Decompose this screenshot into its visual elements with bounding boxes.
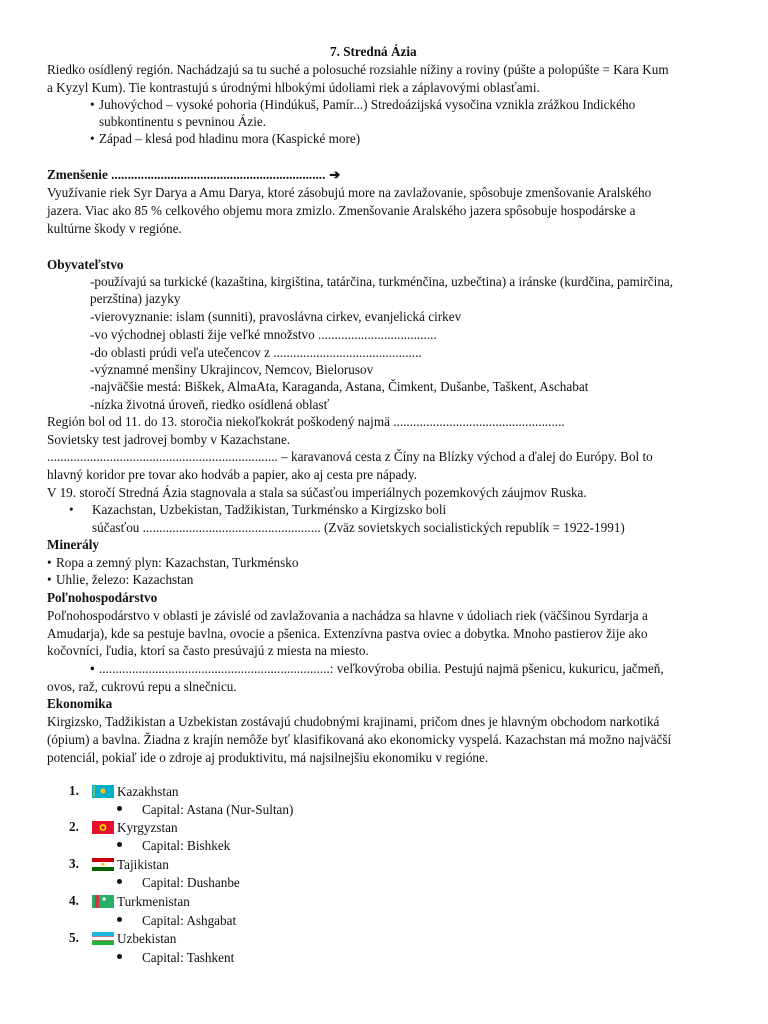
polnohospodarstvo-heading: Poľnohospodárstvo [47,590,158,605]
history-line-4: hlavný koridor pre tovar ako hodváb a papier, ako aj cesta pre nápady. [47,467,417,482]
bullet-dot-icon [117,842,122,847]
list-item-kazakhstan: Kazakhstan [92,783,179,801]
bullet-dot-icon [117,879,122,884]
polnohospodarstvo-line-3: kočovníci, ľudia, ktorí sa často presúvajú z miesta na miesto. [47,643,369,658]
bullet-dot-icon [117,806,122,811]
capital-item: Capital: Dushanbe [117,874,240,892]
intro-line-2: a Kyzyl Kum). Tie kontrastujú s úrodnými hlbokými údoliami riek a záplavovými oblasťami. [47,80,540,95]
arrow-right-icon: ➔ [329,167,341,182]
flag-tajikistan-icon [92,858,114,871]
mineraly-item: • Uhlie, železo: Kazachstan [47,572,194,587]
polnohospodarstvo-bullet: • ......................................................................: veľkovýroba obilia. Pestujú najmä pšenicu, kukuricu, jačmeň, [90,661,664,676]
mineraly-heading: Minerály [47,537,100,552]
flag-kazakhstan-icon [92,785,114,798]
ekonomika-heading: Ekonomika [47,696,113,711]
list-item-tajikistan: Tajikistan [92,856,169,874]
intro-line-1: Riedko osídlený región. Nachádzajú sa tu suché a polosuché rozsiahle nížiny a roviny (púšte a polopúšte = Kara Kum [47,62,669,77]
mineraly-item: • Ropa a zemný plyn: Kazachstan, Turkménsko [47,555,299,570]
history-line-2: Sovietsky test jadrovej bomby v Kazachstane. [47,432,291,447]
flag-uzbekistan-icon [92,932,114,945]
polnohospodarstvo-bullet-cont: ovos, raž, cukrovú repu a slnečnicu. [47,679,237,694]
obyvatelstvo-item: perzština) jazyky [90,291,181,306]
list-number: 2. [69,819,79,834]
list-number: 4. [69,893,79,908]
document-title: 7. Stredná Ázia [330,44,417,59]
obyvatelstvo-item: -používajú sa turkické (kazaština, kirgiština, tatárčina, turkménčina, uzbečtina) a iránske (kurdčina, pamirčina, [90,274,674,289]
obyvatelstvo-heading: Obyvateľstvo [47,257,124,272]
obyvatelstvo-item: -významné menšiny Ukrajincov, Nemcov, Bielorusov [90,362,374,377]
flag-kyrgyzstan-icon [92,821,114,834]
history-line-5: V 19. storočí Stredná Ázia stagnovala a stala sa súčasťou imperiálnych pozemkových záujmov Ruska. [47,485,587,500]
list-item-uzbekistan: Uzbekistan [92,930,176,948]
obyvatelstvo-item: -vo východnej oblasti žije veľké množstvo .................................... [90,327,437,342]
obyvatelstvo-item: -nízka životná úroveň, riedko osídlená oblasť [90,397,330,412]
list-number: 3. [69,856,79,871]
intro-bullet-1-cont: subkontinentu s pevninou Ázie. [99,114,267,129]
bullet-dot-icon [117,917,122,922]
polnohospodarstvo-line-1: Poľnohospodárstvo v oblasti je závislé od zavlažovania a nachádza sa hlavne v údoliach riek (väčšinou Syrdarja a [47,608,648,623]
bullet-dot-icon [117,954,122,959]
capital-item: Capital: Bishkek [117,837,230,855]
capital-item: Capital: Ashgabat [117,912,236,930]
history-line-1: Región bol od 11. do 13. storočia niekoľkokrát poškodený najmä .................................................... [47,414,565,429]
obyvatelstvo-item: -do oblasti prúdi veľa utečencov z ............................................. [90,345,422,360]
obyvatelstvo-item: -vierovyznanie: islam (sunniti), pravoslávna cirkev, evanjelická cirkev [90,309,462,324]
history-line-3: ...................................................................... – karavanová cesta z Číny na Blízky východ a ďalej do Európy. Bol to [47,449,653,464]
ekonomika-line-2: (ópium) a bavlna. Žiadna z krajín nemôže byť klasifikovaná ako ekonomicky vyspelá. Kazachstan má možno najväčší [47,732,672,747]
zmensenie-line-2: jazera. Viac ako 85 % celkového objemu mora zmizlo. Zmenšovanie Aralského jazera spôsobuje hospodárske a [47,203,636,218]
list-item-turkmenistan: Turkmenistan [92,893,190,911]
ussr-bullet: • Kazachstan, Uzbekistan, Tadžikistan, Turkménsko a Kirgizsko boli [69,502,447,517]
list-number: 5. [69,930,79,945]
intro-bullet-1: • Juhovýchod – vysoké pohoria (Hindúkuš, Pamír...) Stredoázijská vysočina vznikla zrážkou Indického [90,97,636,112]
zmensenie-line-3: kultúrne škody v regióne. [47,221,182,236]
ussr-bullet-cont: súčasťou ...................................................... (Zväz sovietskych socialistických republík = 1922-1991) [92,520,625,535]
list-item-kyrgyzstan: Kyrgyzstan [92,819,178,837]
list-number: 1. [69,783,79,798]
zmensenie-heading: Zmenšenie ................................................................. ➔ [47,167,341,182]
zmensenie-line-1: Využívanie riek Syr Darya a Amu Darya, ktoré zásobujú more na zavlažovanie, spôsobuje zmenšovanie Aralského [47,185,652,200]
ekonomika-line-1: Kirgizsko, Tadžikistan a Uzbekistan zostávajú chudobnými krajinami, pričom dnes je hlavným obchodom narkotiká [47,714,660,729]
intro-bullet-2: • Západ – klesá pod hladinu mora (Kaspické more) [90,131,361,146]
capital-item: Capital: Tashkent [117,949,234,967]
capital-item: Capital: Astana (Nur-Sultan) [117,801,293,819]
obyvatelstvo-item: -najväčšie mestá: Biškek, AlmaAta, Karaganda, Astana, Čimkent, Dušanbe, Taškent, Aschabat [90,379,589,394]
flag-turkmenistan-icon [92,895,114,908]
ekonomika-line-3: potenciál, pokiaľ ide o zdroje aj produktivitu, má najsilnejšiu ekonomiku v regióne. [47,750,489,765]
polnohospodarstvo-line-2: Amudarja), kde sa pestuje bavlna, ovocie a pšenica. Extenzívna pastva oviec a dobytka. Mnoho pastierov žije ako [47,626,648,641]
